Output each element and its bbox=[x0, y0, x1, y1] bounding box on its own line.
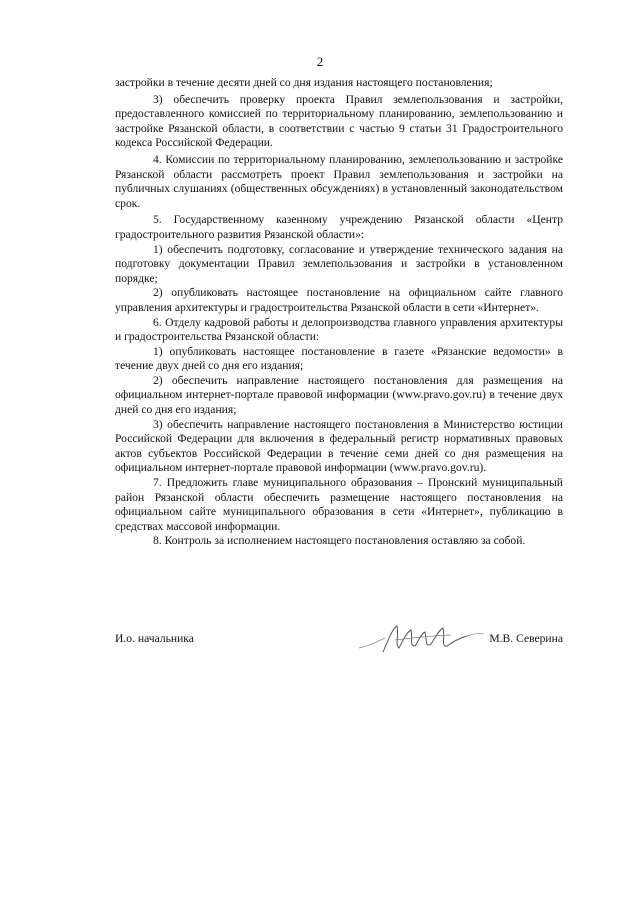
paragraph-item-4-commission: 4. Комиссии по территориальному планированию, землепользованию и застройке Рязанской области рассмотреть проект Правил землепользования и застройки на публичных слушаниях (общественных обсуждениях) в установленный законодательством срок. bbox=[115, 152, 563, 210]
paragraph-item-6-1: 1) опубликовать настоящее постановление в газете «Рязанские ведомости» в течение двух дней со дня его издания; bbox=[115, 344, 563, 373]
page-number: 2 bbox=[316, 54, 324, 69]
paragraph-item-7-propose: 7. Предложить главе муниципального образования – Пронский муниципальный район Рязанской области обеспечить размещение настоящего постановления на официальном сайте муниципального образования в сети «Интернет», публикацию в средствах массовой информации. bbox=[115, 476, 563, 533]
document-body bbox=[115, 76, 563, 549]
paragraph-item-5-institution: 5. Государственному казенному учреждению Рязанской области «Центр градостроительного развития Рязанской области»: bbox=[115, 213, 563, 241]
paragraph-item-8-control: 8. Контроль за исполнением настоящего постановления оставляю за собой. bbox=[153, 534, 526, 548]
paragraph-item-5-1: 1) обеспечить подготовку, согласование и утверждение технического задания на подготовку документации Правил землепользования и застройки в установленном порядке; bbox=[115, 242, 563, 285]
paragraph-item-6-department: 6. Отделу кадровой работы и делопроизводства главного управления архитектуры и градостроительства Рязанской области: bbox=[115, 315, 563, 344]
paragraph-item-5-2: 2) опубликовать настоящее постановление на официальном сайте главного управления архитектуры и градостроительства Рязанской области в сети «Интернет». bbox=[115, 286, 563, 314]
paragraph-item-6-3: 3) обеспечить направление настоящего постановления в Министерство юстиции Российской Федерации для включения в федеральный регистр нормативных правовых актов субъектов Российской Федерации в течение семи дней со дня размещения на официальном интернет-портале правовой информации (www.pravo.gov.ru). bbox=[115, 417, 563, 475]
paragraph-item-3-check: 3) обеспечить проверку проекта Правил землепользования и застройки, предоставленного комиссией по территориальному планированию, землепользованию и застройке Рязанской области, в соответствии с частью 9 статьи 31 Градостроительного кодекса Российской Федерации. bbox=[115, 92, 563, 150]
signer-name: М.В. Северина bbox=[489, 632, 563, 645]
paragraph-item-6-2: 2) обеспечить направление настоящего постановления для размещения на официальном интернет-портале правовой информации (www.pravo.gov.ru) в течение двух дней со дня его издания; bbox=[115, 373, 563, 417]
signature-block bbox=[115, 622, 563, 662]
paragraph-continuation: застройки в течение десяти дней со дня издания настоящего постановления; bbox=[115, 76, 493, 89]
handwritten-signature bbox=[355, 618, 485, 662]
signer-position: И.о. начальника bbox=[115, 632, 194, 645]
